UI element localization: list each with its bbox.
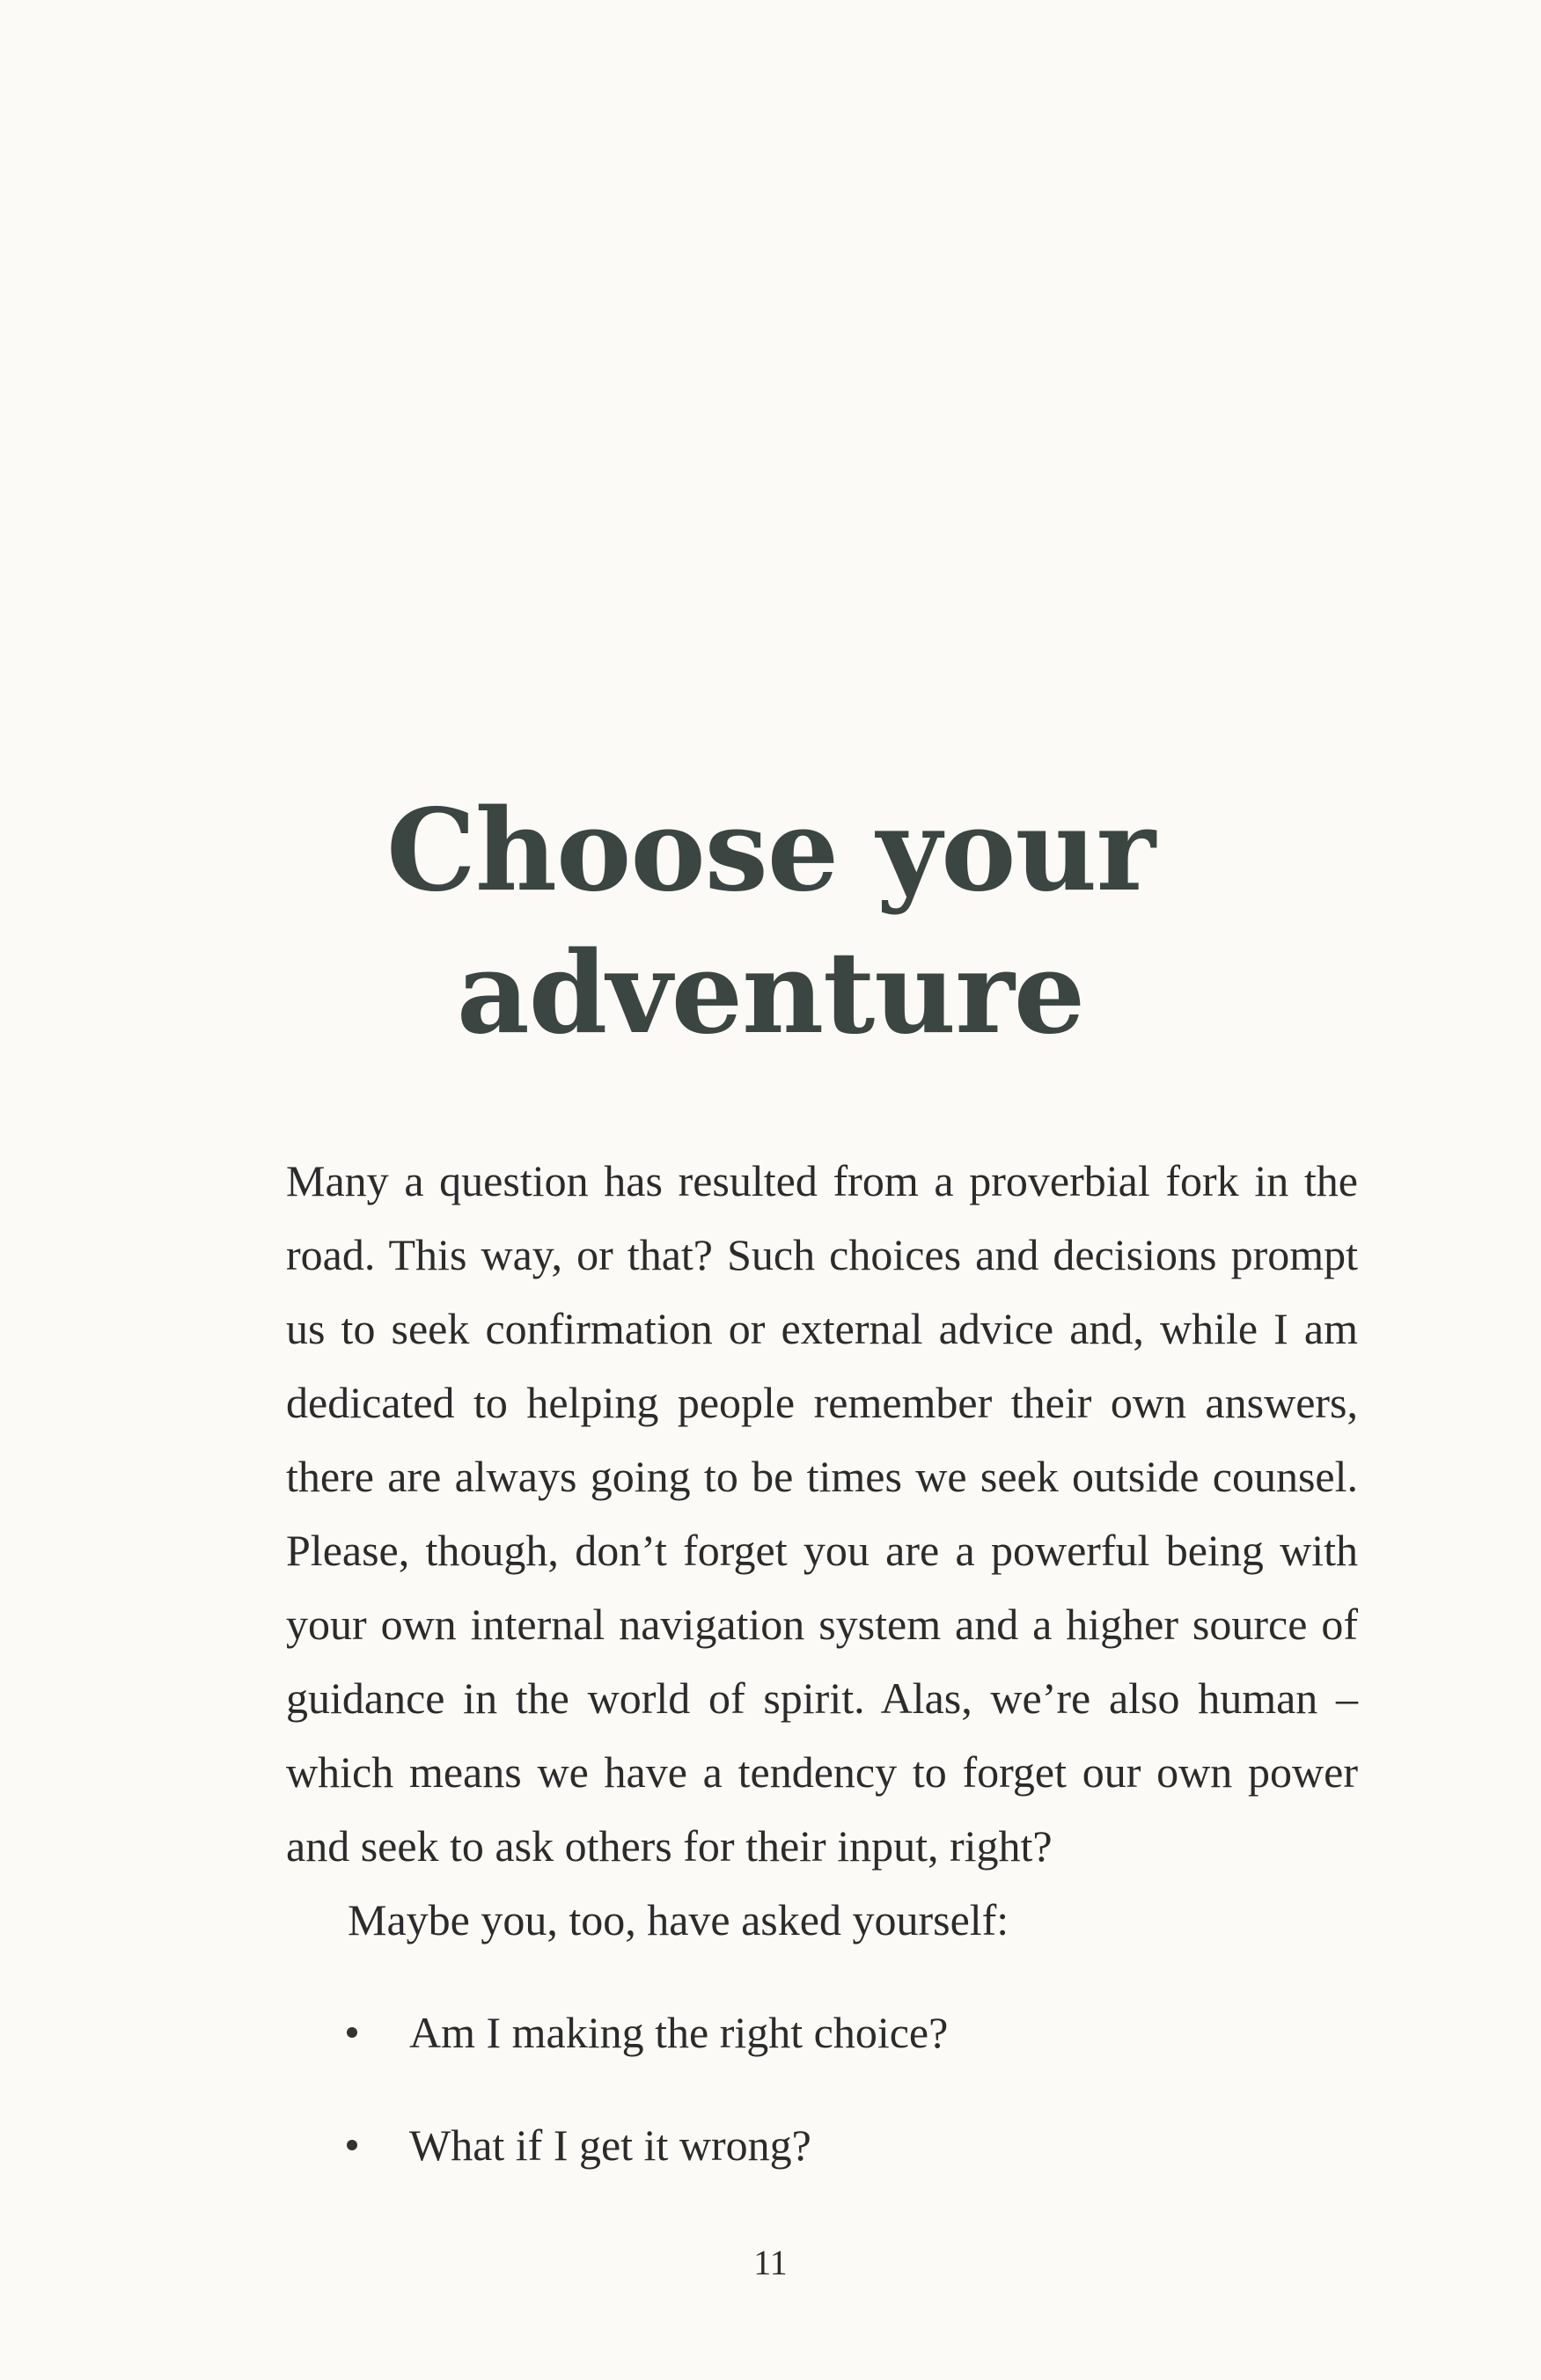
chapter-title-line-1: Choose your	[386, 784, 1155, 917]
bullet-icon	[347, 2027, 357, 2038]
paragraph-1: Many a question has resulted from a proverbial fork in the road. This way, or that? Such choices and decisions prompt us to seek confirmation or external advice and, while I am dedicated to helping people remember their own answers, there are always going to be times we seek outside counsel. Please, though, don’t forget you are a powerful being with your own internal navigation system and a higher source of guidance in the world of spirit. Alas, we’re also human – which means we have a tendency to forget our own power and seek to ask others for their input, right?	[286, 1156, 1358, 1871]
paragraph-2: Maybe you, too, have asked yourself:	[348, 1895, 1009, 1944]
bullet-icon	[347, 2140, 357, 2150]
list-item	[286, 2108, 1358, 2221]
question-list	[286, 1996, 1358, 2221]
list-item-text: What if I get it wrong?	[409, 2120, 811, 2170]
list-item	[286, 1996, 1358, 2108]
body-text	[286, 1144, 1358, 2221]
chapter-title-line-2: adventure	[456, 926, 1085, 1059]
list-item-text: Am I making the right choice?	[409, 2008, 949, 2057]
page-number: 11	[753, 2243, 788, 2282]
chapter-title	[0, 780, 1541, 1065]
